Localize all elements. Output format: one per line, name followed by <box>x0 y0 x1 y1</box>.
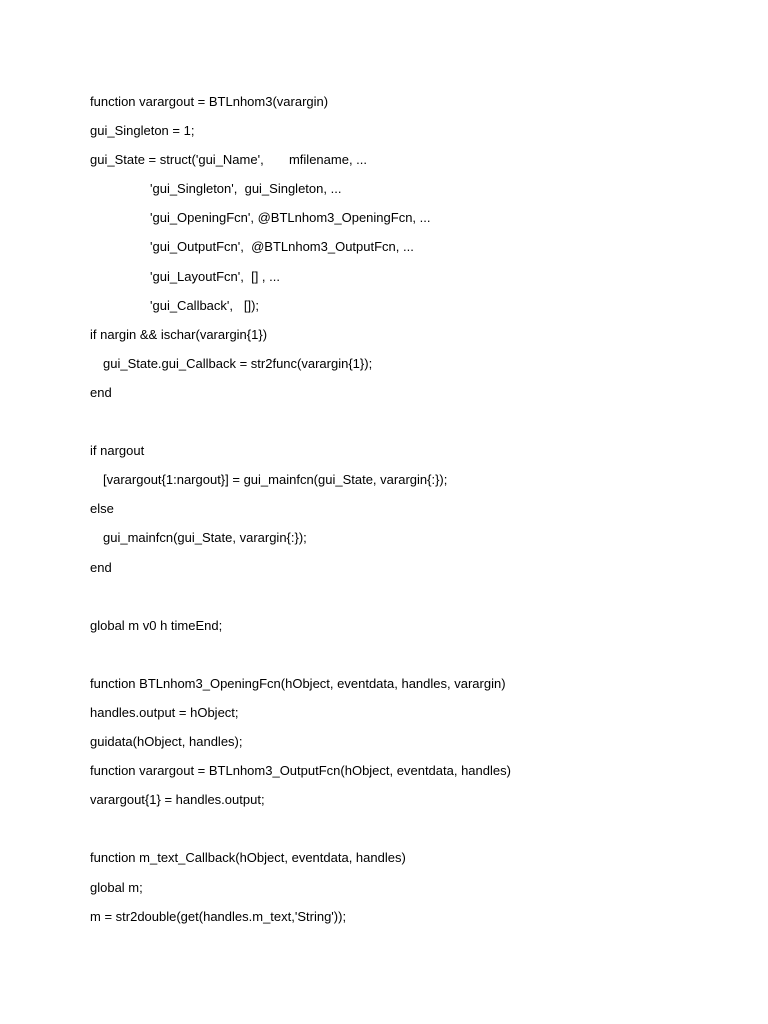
code-line: varargout{1} = handles.output; <box>90 792 265 808</box>
code-line: global m v0 h timeEnd; <box>90 617 223 633</box>
blank-line <box>90 412 730 441</box>
code-line: m = str2double(get(handles.m_text,'String')); <box>90 908 347 924</box>
code-line: end <box>90 559 112 575</box>
code-line: global m; <box>90 879 143 895</box>
code-line: gui_State = struct('gui_Name', mfilename, ... <box>90 152 367 168</box>
blank-line <box>90 587 730 616</box>
code-line: function varargout = BTLnhom3(varargin) <box>90 94 329 109</box>
blank-line <box>90 819 730 848</box>
code-line: guidata(hObject, handles); <box>90 734 243 750</box>
blank-line <box>90 645 730 674</box>
code-line: end <box>90 384 112 400</box>
code-line: 'gui_Callback', []); <box>150 297 260 313</box>
code-listing <box>90 92 730 936</box>
code-line: 'gui_LayoutFcn', [] , ... <box>150 268 280 284</box>
code-line: [varargout{1:nargout}] = gui_mainfcn(gui_State, varargin{:}); <box>103 472 448 488</box>
code-line: if nargin && ischar(varargin{1}) <box>90 326 268 342</box>
code-line: function varargout = BTLnhom3_OutputFcn(hObject, eventdata, handles) <box>90 763 511 779</box>
code-line: function m_text_Callback(hObject, eventdata, handles) <box>90 850 406 866</box>
code-line: 'gui_Singleton', gui_Singleton, ... <box>150 181 342 197</box>
code-line: if nargout <box>90 443 145 459</box>
code-line: gui_Singleton = 1; <box>90 123 195 139</box>
code-line: 'gui_OpeningFcn', @BTLnhom3_OpeningFcn, ... <box>150 210 431 226</box>
code-line: else <box>90 501 114 517</box>
code-line: function BTLnhom3_OpeningFcn(hObject, eventdata, handles, varargin) <box>90 675 506 691</box>
code-line: gui_State.gui_Callback = str2func(varargin{1}); <box>103 355 373 371</box>
code-line: gui_mainfcn(gui_State, varargin{:}); <box>103 530 307 546</box>
code-line: handles.output = hObject; <box>90 704 239 720</box>
code-line: 'gui_OutputFcn', @BTLnhom3_OutputFcn, ... <box>150 239 414 255</box>
